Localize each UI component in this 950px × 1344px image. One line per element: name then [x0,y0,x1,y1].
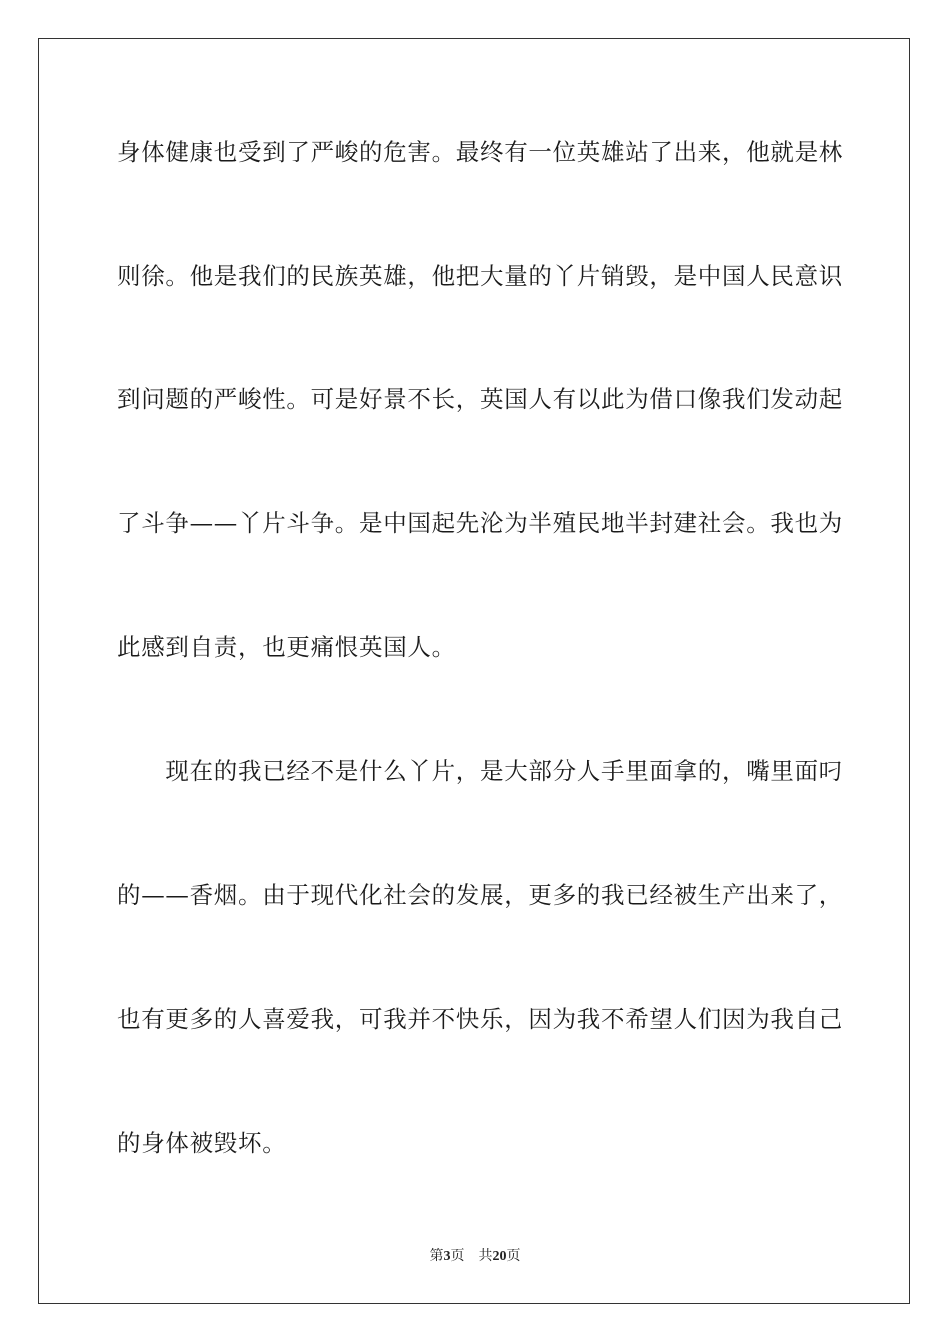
page-suffix: 页 [450,1248,465,1264]
text-line-5: 此感到自责，也更痛恨英国人。 [117,633,456,661]
total-pages: 20 [492,1249,507,1264]
text-line-4: 了斗争——丫片斗争。是中国起先沦为半殖民地半封建社会。我也为 [117,509,843,537]
text-line-2: 则徐。他是我们的民族英雄，他把大量的丫片销毁，是中国人民意识 [117,262,843,290]
total-suffix: 页 [506,1248,521,1264]
page-border [38,38,910,1304]
total-prefix: 共 [478,1248,493,1264]
text-line-9: 的身体被毁坏。 [117,1129,287,1157]
page-footer [0,1247,950,1266]
text-line-7: 的——香烟。由于现代化社会的发展，更多的我已经被生产出来了， [117,881,843,909]
page-number: 3 [443,1249,451,1264]
text-line-6: 现在的我已经不是什么丫片，是大部分人手里面拿的，嘴里面叼 [117,757,843,785]
text-line-8: 也有更多的人喜爱我，可我并不快乐，因为我不希望人们因为我自己 [117,1005,843,1033]
page-prefix: 第 [429,1248,444,1264]
text-line-1: 身体健康也受到了严峻的危害。最终有一位英雄站了出来，他就是林 [117,138,843,166]
text-line-3: 到问题的严峻性。可是好景不长，英国人有以此为借口像我们发动起 [117,385,843,413]
